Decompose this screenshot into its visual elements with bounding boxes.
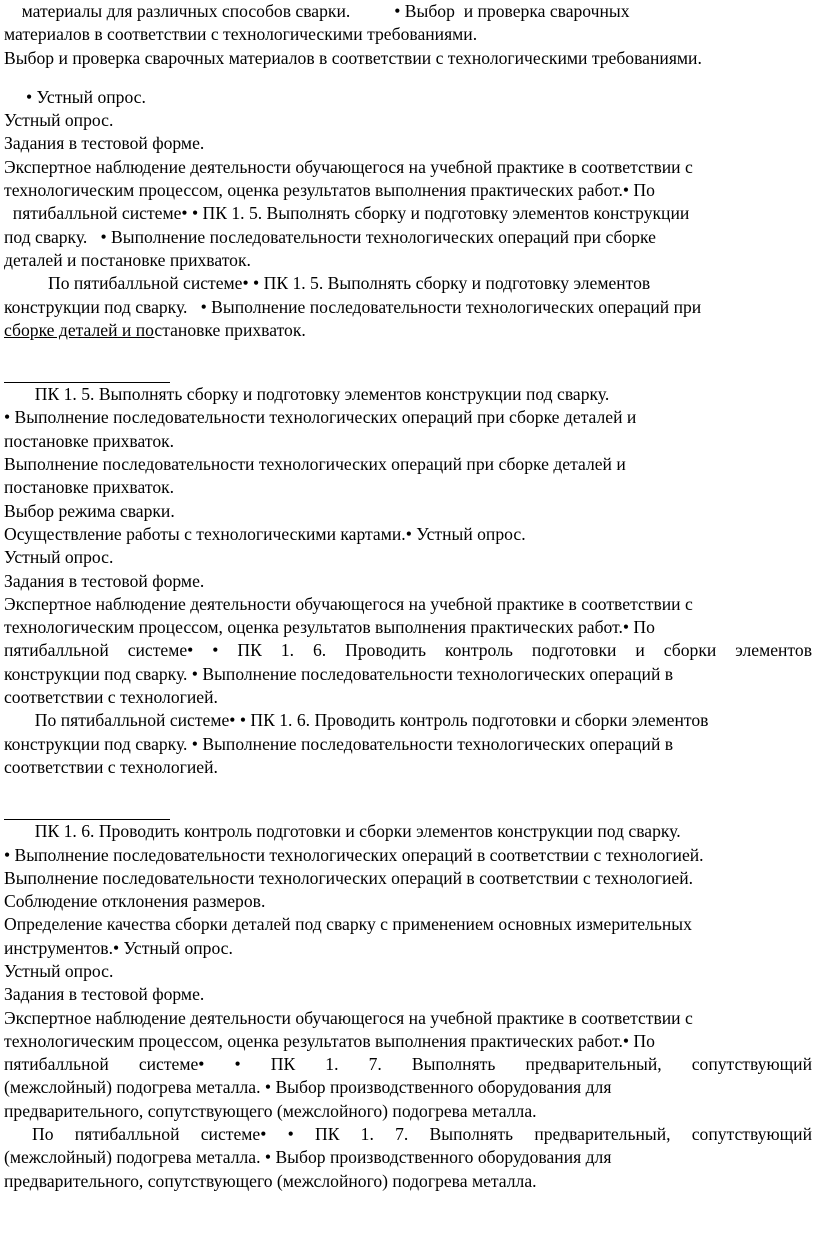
text-line: Определение качества сборки деталей под сварку с применением основных измерительных: [4, 914, 692, 935]
text-line: (межслойный) подогрева металла. • Выбор производственного оборудования для: [4, 1147, 612, 1168]
text-fragment: становке прихваток.: [154, 319, 306, 340]
text-line: По пятибалльной системе• • ПК 1. 5. Выполнять сборку и подготовку элементов: [4, 273, 651, 294]
section-pk15: [4, 383, 812, 779]
text-line: • Выполнение последовательности технологических операций в соответствии с технологией.: [4, 844, 704, 865]
text-line: конструкции под сварку. • Выполнение последовательности технологических операций при: [4, 296, 702, 317]
text-line: Задания в тестовой форме.: [4, 984, 205, 1005]
text-line: Выполнение последовательности технологических операций при сборке деталей и: [4, 454, 626, 475]
text-line: под сварку. • Выполнение последовательности технологических операций при сборке: [4, 226, 656, 247]
text-line: предварительного, сопутствующего (межслойного) подогрева металла.: [4, 1170, 537, 1191]
text-line: соответствии с технологией.: [4, 687, 218, 708]
text-line: По пятибалльной системе• • ПК 1. 7. Выполнять предварительный, сопутствующий: [32, 1124, 812, 1145]
text-line: Осуществление работы с технологическими картами.• Устный опрос.: [4, 523, 526, 544]
text-line: Экспертное наблюдение деятельности обучающегося на учебной практике в соответствии с: [4, 156, 693, 177]
section-pk15-intro: [4, 86, 812, 342]
text-line: По пятибалльной системе• • ПК 1. 6. Проводить контроль подготовки и сборки элементов: [4, 710, 709, 731]
text-line: Задания в тестовой форме.: [4, 133, 205, 154]
text-line: Устный опрос.: [4, 547, 114, 568]
text-line-underlined-start: [4, 319, 812, 342]
text-line: ПК 1. 5. Выполнять сборку и подготовку элементов конструкции под сварку.: [4, 384, 610, 405]
text-line: соответствии с технологией.: [4, 756, 218, 777]
text-line: Экспертное наблюдение деятельности обучающегося на учебной практике в соответствии с: [4, 593, 693, 614]
text-line: пятибалльной системе• • ПК 1. 5. Выполнять сборку и подготовку элементов конструкции: [4, 203, 690, 224]
section-materials: [4, 0, 812, 70]
text-line: Соблюдение отклонения размеров.: [4, 891, 266, 912]
text-line: технологическим процессом, оценка результатов выполнения практических работ.• По: [4, 1030, 655, 1051]
text-line: конструкции под сварку. • Выполнение последовательности технологических операций в: [4, 663, 674, 684]
text-line: Задания в тестовой форме.: [4, 570, 205, 591]
text-line: материалы для различных способов сварки. • Выбор и проверка сварочных: [4, 1, 630, 21]
text-line: Экспертное наблюдение деятельности обучающегося на учебной практике в соответствии с: [4, 1007, 693, 1028]
text-line: Выполнение последовательности технологических операций в соответствии с технологией.: [4, 867, 694, 888]
underlined-fragment: сборке деталей и по: [4, 319, 155, 340]
text-line: постановке прихваток.: [4, 430, 175, 451]
text-line: технологическим процессом, оценка результатов выполнения практических работ.• По: [4, 617, 655, 638]
text-line: Устный опрос.: [4, 960, 114, 981]
text-line: технологическим процессом, оценка результатов выполнения практических работ.• По: [4, 180, 655, 201]
text-line: постановке прихваток.: [4, 477, 175, 498]
text-line: предварительного, сопутствующего (межслойного) подогрева металла.: [4, 1100, 537, 1121]
text-line: пятибалльной системе• • ПК 1. 6. Проводить контроль подготовки и сборки элементов: [4, 640, 812, 661]
text-line: деталей и постановке прихваток.: [4, 249, 251, 270]
text-line: конструкции под сварку. • Выполнение последовательности технологических операций в: [4, 733, 674, 754]
text-line: Выбор режима сварки.: [4, 500, 175, 521]
text-line: ПК 1. 6. Проводить контроль подготовки и сборки элементов конструкции под сварку.: [4, 821, 681, 842]
text-line: • Выполнение последовательности технологических операций при сборке деталей и: [4, 407, 637, 428]
section-pk16: [4, 820, 812, 1193]
text-line: инструментов.• Устный опрос.: [4, 937, 233, 958]
text-line: (межслойный) подогрева металла. • Выбор производственного оборудования для: [4, 1077, 612, 1098]
text-line: пятибалльной системе• • ПК 1. 7. Выполнять предварительный, сопутствующий: [4, 1054, 812, 1075]
text-line: • Устный опрос.: [4, 86, 146, 107]
text-line: Устный опрос.: [4, 110, 114, 131]
text-line: материалов в соответствии с технологическими требованиями.: [4, 24, 478, 45]
text-line: Выбор и проверка сварочных материалов в соответствии с технологическими требованиями.: [4, 47, 702, 68]
